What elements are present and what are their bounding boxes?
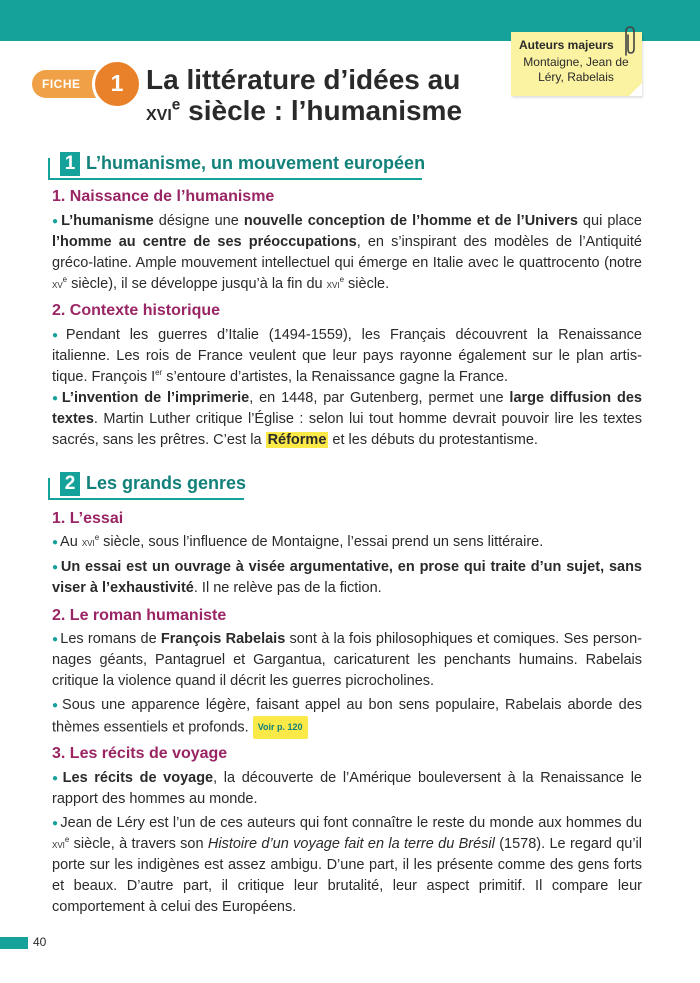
paragraph-essai-definition [52, 557, 642, 599]
paperclip-icon [620, 25, 638, 57]
text-run: xvi [81, 535, 95, 549]
paragraph-rabelais-themes [52, 695, 642, 739]
subheading-essai: 1. L’essai [52, 510, 124, 527]
text-run: er [155, 368, 163, 378]
text-run: Un essai est un ouvrage à visée argumentative, en prose qui traite d’un sujet, sans viser à l’exhaustivité [52, 559, 642, 596]
text-run: e [62, 275, 68, 285]
text-run: L’humanisme [61, 213, 154, 229]
text-run: L’invention de l’imprimerie [61, 390, 250, 406]
text-run: siècle), il se développe jusqu’à la fin du [67, 276, 327, 292]
sticky-note-body: Montaigne, Jean de Léry, Rabelais [523, 55, 629, 84]
section-title: L’humanisme, un mouvement européen [86, 153, 426, 173]
paragraph-guerres-italie [52, 325, 642, 388]
text-run: siècle. [344, 276, 390, 292]
bullet-icon: ● [52, 700, 61, 711]
text-run: Histoire d’un voyage fait en la terre du Brésil [207, 836, 495, 852]
text-run: l’homme au centre de ses préoccupations [52, 234, 357, 250]
title-century: xvi [146, 99, 172, 125]
text-run: qui place [577, 213, 642, 229]
section-underline [48, 498, 244, 500]
text-run: e [94, 533, 100, 543]
section-heading-1 [48, 152, 426, 180]
text-run: e [339, 275, 344, 285]
page-title [146, 64, 462, 128]
bullet-icon: ● [52, 216, 60, 227]
highlighted-term: Réforme [267, 432, 327, 448]
text-run: s’entoure d’artistes, la Renaissance gagne la France. [162, 369, 509, 385]
text-run: Sous une apparence légère, faisant appel au bon sens populaire, Rabelais aborde des thèmes essentiels et profonds. [52, 697, 643, 736]
text-run: Pendant les guerres d’Italie (1494-1559), les Français découvrent la Renaissance italienne. Les rois de France veulent que leur pays rayonne également sur le plan artistique. François I [52, 327, 642, 385]
section-title: Les grands genres [86, 473, 247, 493]
bullet-icon: ● [52, 537, 59, 548]
text-run: François Rabelais [160, 631, 286, 647]
text-run: nouvelle conception de l’homme et de l’Univers [243, 213, 578, 229]
subheading-contexte: 2. Contexte historique [52, 302, 221, 319]
text-run: e [64, 835, 70, 845]
sticky-note-fold [629, 83, 642, 96]
section-underline [48, 178, 422, 180]
paragraph-recits-voyage [52, 768, 642, 810]
text-run: , la découverte de l’Amérique bouleversent à la Renaissance le rapport des hommes au monde. [52, 770, 642, 807]
title-line-2: siècle : l’humanisme [180, 95, 463, 126]
bullet-icon: ● [52, 773, 61, 784]
text-run: large diffusion des textes [52, 390, 642, 427]
text-run: . Il ne relève pas de la fiction. [193, 580, 382, 596]
text-run: xv [52, 277, 63, 291]
text-run: Au [60, 534, 82, 550]
text-run: (1578). Le regard qu’il porte sur les indigènes est assez ambigu. D’une part, il les présente comme des gens forts et beaux. D’autre part, il critique leur brutalité, leur aspect primitif. Il compare leur comportement à celui des Européens. [52, 836, 642, 915]
bullet-icon: ● [52, 393, 60, 404]
subheading-naissance: 1. Naissance de l’humanisme [52, 188, 275, 205]
subheading-roman: 2. Le roman humaniste [52, 607, 227, 624]
text-run: , en s’inspirant des modèles de l’Antiquité gréco-latine. Ample mouvement intellectuel qui émerge en Italie avec le quattrocento (notre [52, 234, 642, 271]
bullet-icon: ● [52, 330, 64, 341]
text-run: et les débuts du protestantisme. [328, 432, 538, 448]
section-number: 2 [60, 472, 80, 496]
text-run: Les romans de [60, 631, 161, 647]
text-run: désigne une [153, 213, 244, 229]
text-run: Jean de Léry est l’un de ces auteurs qui font connaître le reste du monde aux hommes du [60, 815, 642, 831]
text-run: siècle, sous l’influence de Montaigne, l’essai prend un sens littéraire. [99, 534, 544, 550]
section-rule-hook [48, 478, 50, 500]
section-rule-hook [48, 158, 50, 180]
fiche-number: 1 [92, 59, 142, 109]
bullet-icon: ● [52, 818, 59, 829]
paragraph-imprimerie [52, 388, 642, 451]
text-run: . Martin Luther critique l’Église : selon lui tout homme devrait pouvoir lire les textes sacrés, sans les prêtres. C’est la [52, 411, 642, 448]
paragraph-rabelais [52, 629, 642, 692]
text-run: , en 1448, par Gutenberg, permet une [249, 390, 510, 406]
text-run: siècle, à travers son [69, 836, 208, 852]
bullet-icon: ● [52, 634, 59, 645]
fiche-badge-label: FICHE [42, 77, 81, 91]
sticky-note-title: Auteurs majeurs [519, 38, 614, 52]
section-heading-2 [48, 472, 247, 500]
footer-bar [0, 937, 28, 949]
bullet-icon: ● [52, 562, 59, 573]
text-run: xvi [326, 277, 340, 291]
paragraph-jean-de-lery [52, 813, 642, 918]
section-number: 1 [60, 152, 80, 176]
subheading-recits: 3. Les récits de voyage [52, 745, 228, 762]
page-number: 40 [33, 935, 47, 949]
text-run: Les récits de voyage [62, 770, 214, 786]
paragraph-humanisme [52, 211, 642, 295]
text-run: xvi [52, 837, 65, 851]
title-line-1: La littérature d’idées au [146, 64, 461, 95]
text-run: sont à la fois philosophiques et comiques. Ses personnages géants, Pantagruel et Gargantua, caricaturent les penchants humains. Rabelais critique la violence quand il décrit les guerres picrocholines. [52, 631, 642, 689]
paragraph-essai-influence [52, 532, 642, 553]
page-reference-link[interactable]: Voir p. 120 [253, 716, 308, 739]
title-century-sup: e [171, 96, 181, 114]
